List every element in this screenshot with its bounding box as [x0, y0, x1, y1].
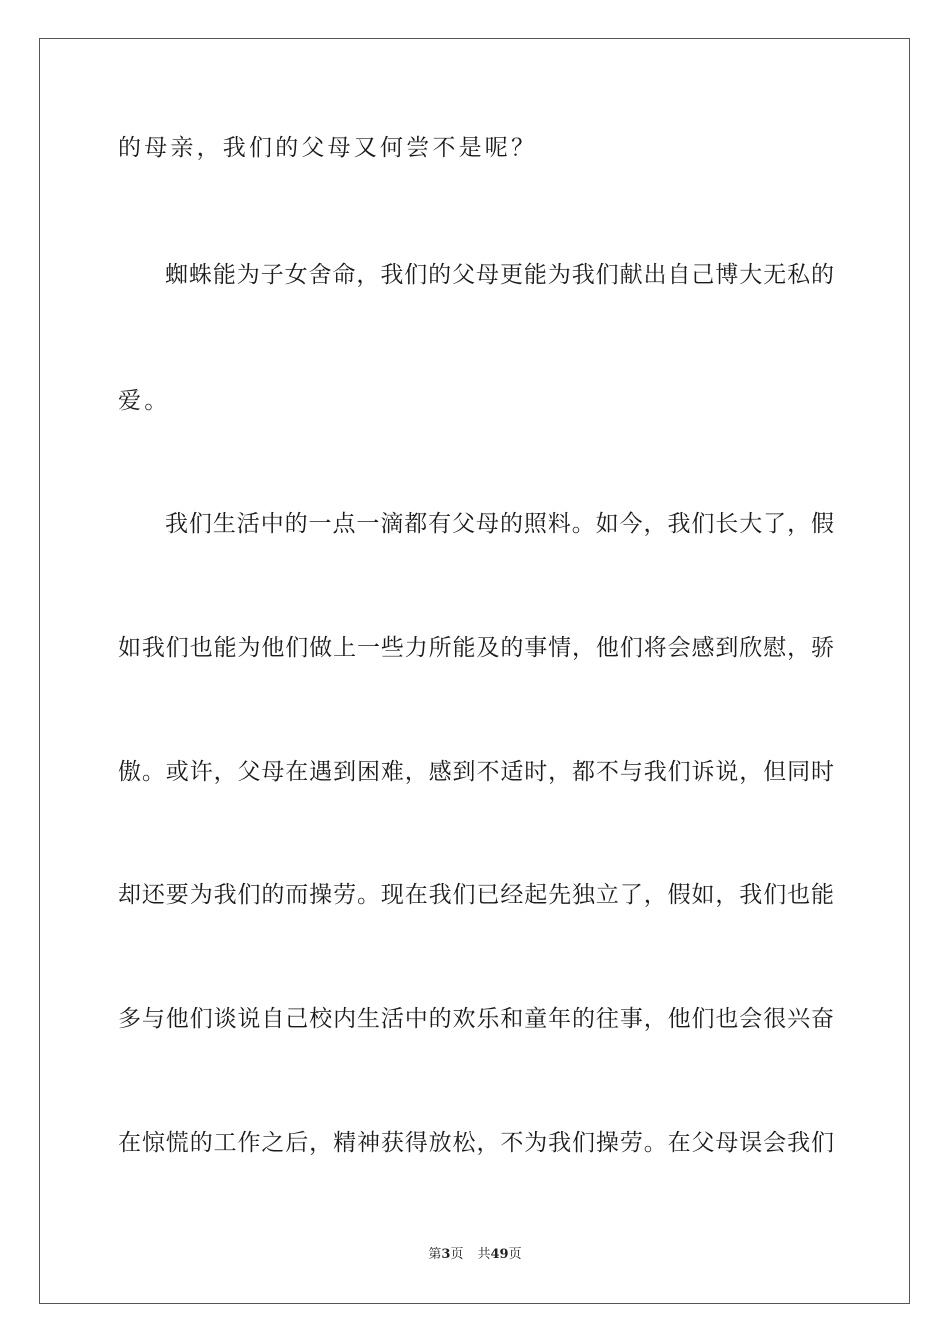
page-footer: [0, 1246, 950, 1264]
text-line-5: 如我们也能为他们做上一些力所能及的事情，他们将会感到欣慰，骄: [118, 635, 834, 661]
text-line-7: 却还要为我们的而操劳。现在我们已经起先独立了，假如，我们也能: [118, 882, 834, 908]
text-line-8: 多与他们谈说自己校内生活中的欢乐和童年的往事，他们也会很兴奋: [118, 1006, 834, 1032]
total-suffix: 页: [508, 1247, 522, 1262]
page-number: 3: [441, 1247, 451, 1262]
total-pages: 49: [490, 1247, 509, 1262]
page-suffix: 页: [450, 1247, 464, 1262]
text-line-6: 傲。或许，父母在遇到困难，感到不适时，都不与我们诉说，但同时: [118, 759, 834, 785]
page-prefix: 第: [428, 1247, 442, 1262]
text-line-4: 我们生活中的一点一滴都有父母的照料。如今，我们长大了，假: [165, 511, 834, 537]
total-prefix: 共: [477, 1247, 491, 1262]
text-line-1: 的母亲，我们的父母又何尝不是呢？: [118, 135, 538, 161]
text-line-2: 蜘蛛能为子女舍命，我们的父母更能为我们献出自己博大无私的: [165, 262, 834, 288]
text-line-3: 爱。: [118, 388, 171, 414]
page-border: [39, 38, 910, 1304]
text-line-9: 在惊慌的工作之后，精神获得放松，不为我们操劳。在父母误会我们: [118, 1130, 834, 1156]
